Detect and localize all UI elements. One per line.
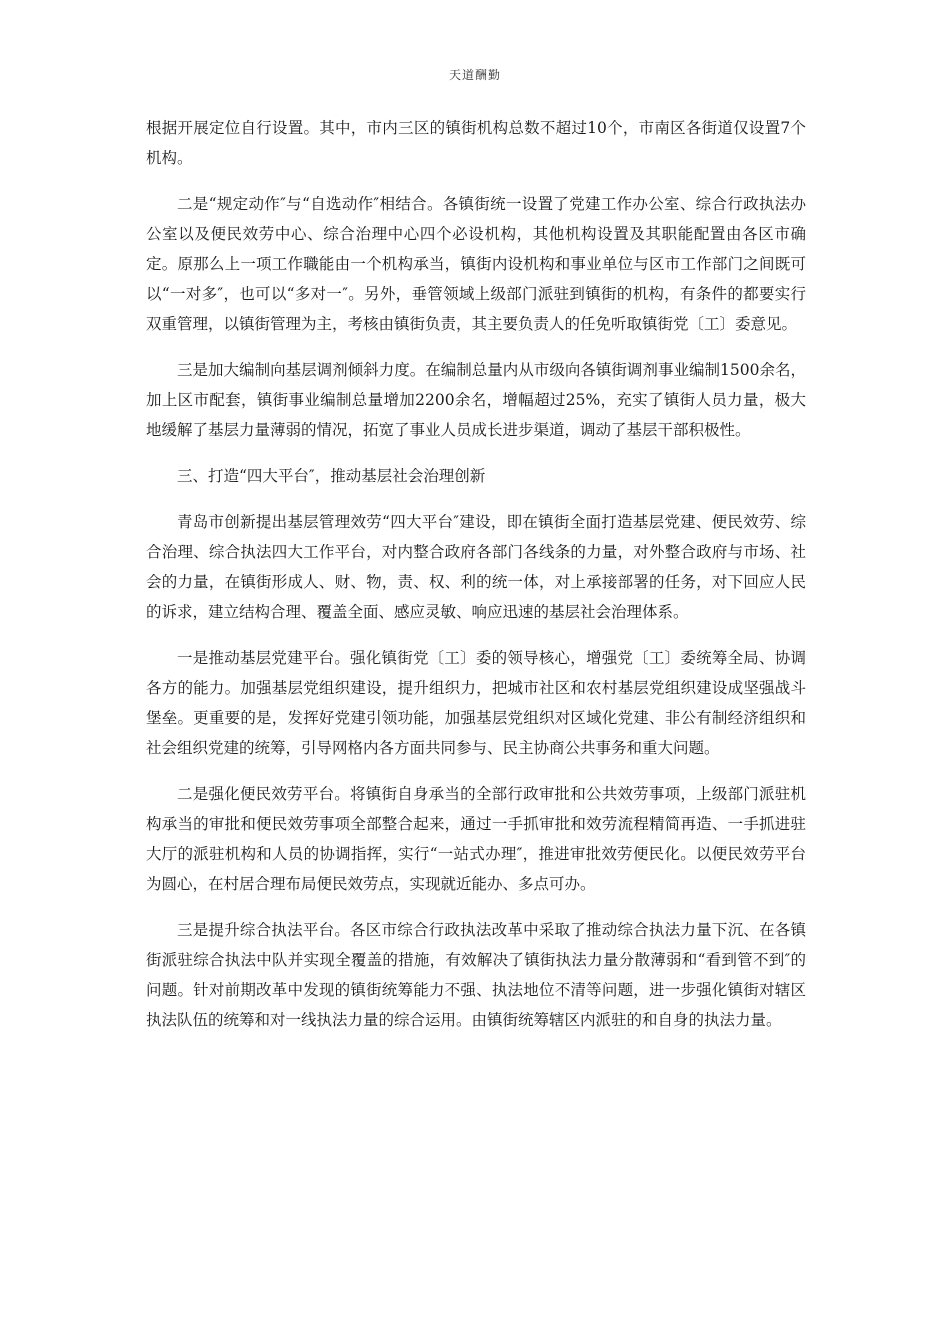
paragraph-enforcement-platform: 三是提升综合执法平台。各区市综合行政执法改革中采取了推动综合执法力量下沉、在各镇街派驻综合执法中队并实现全覆盖的措施，有效解决了镇街执法力量分散薄弱和“看到管不到″的问题。针对前期改革中发现的镇街统筹能力不强、执法地位不清等问题，进一步强化镇街对辖区执法队伍的统筹和对一线执法力量的综合运用。由镇街统筹辖区内派驻的和自身的执法力量。 bbox=[146, 921, 806, 1029]
document-body bbox=[146, 113, 806, 1051]
paragraph-continuation: 根据开展定位自行设置。其中，市内三区的镇街机构总数不超过10个，市南区各街道仅设置7个机构。 bbox=[146, 119, 806, 167]
section-heading: 三、打造“四大平台″，推动基层社会治理创新 bbox=[177, 467, 486, 485]
paragraph-item-3: 三是加大编制向基层调剂倾斜力度。在编制总量内从市级向各镇街调剂事业编制1500余名，加上区市配套，镇街事业编制总量增加2200余名，增幅超过25%，充实了镇街人员力量，极大地缓解了基层力量薄弱的情况，拓宽了事业人员成长进步渠道，调动了基层干部积极性。 bbox=[146, 361, 806, 439]
paragraph-service-platform: 二是强化便民效劳平台。将镇街自身承当的全部行政审批和公共效劳事项，上级部门派驻机构承当的审批和便民效劳事项全部整合起来，通过一手抓审批和效劳流程精简再造、一手抓进驻大厅的派驻机构和人员的协调指挥，实行“一站式办理″，推进审批效劳便民化。以便民效劳平台为圆心，在村居合理布局便民效劳点，实现就近能办、多点可办。 bbox=[146, 785, 806, 893]
paragraph-item-2: 二是“规定动作″与“自选动作″相结合。各镇街统一设置了党建工作办公室、综合行政执法办公室以及便民效劳中心、综合治理中心四个必设机构，其他机构设置及其职能配置由各区市确定。原那么上一项工作職能由一个机构承当，镇街内设机构和事业单位与区市工作部门之间既可以“一对多″，也可以“多对一″。另外，垂管领域上级部门派驻到镇街的机构，有条件的都要实行双重管理，以镇街管理为主，考核由镇街负责，其主要负责人的任免听取镇街党〔工〕委意见。 bbox=[146, 195, 806, 333]
paragraph-party-platform: 一是推动基层党建平台。强化镇街党〔工〕委的领导核心，增强党〔工〕委统筹全局、协调各方的能力。加强基层党组织建设，提升组织力，把城市社区和农村基层党组织建设成坚强战斗堡垒。更重要的是，发挥好党建引领功能，加强基层党组织对区域化党建、非公有制经济组织和社会组织党建的统筹，引导网格内各方面共同参与、民主协商公共事务和重大问题。 bbox=[146, 649, 806, 757]
paragraph-intro: 青岛市创新提出基层管理效劳“四大平台″建设，即在镇街全面打造基层党建、便民效劳、综合治理、综合执法四大工作平台，对内整合政府各部门各线条的力量，对外整合政府与市场、社会的力量，在镇街形成人、财、物，责、权、利的统一体，对上承接部署的任务，对下回应人民的诉求，建立结构合理、覆盖全面、感应灵敏、响应迅速的基层社会治理体系。 bbox=[146, 513, 806, 621]
page-header: 天道酬勤 bbox=[448, 68, 501, 82]
